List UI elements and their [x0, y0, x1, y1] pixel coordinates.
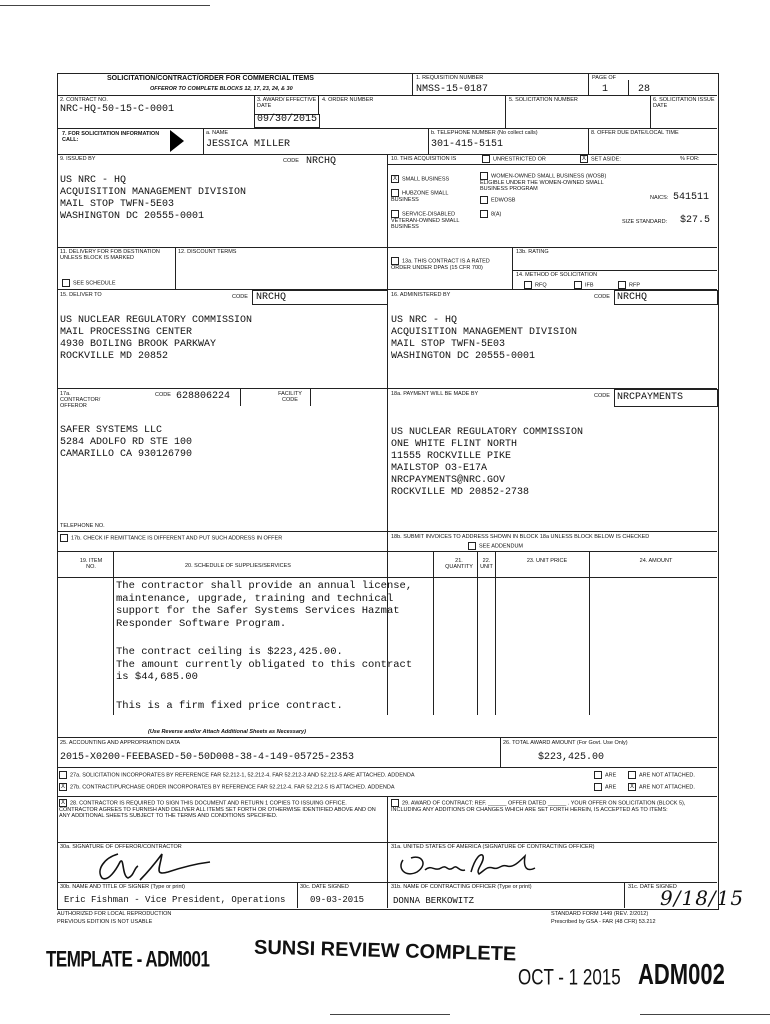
- contractor-code-label: CODE: [155, 392, 171, 398]
- discount-terms-label: 12. DISCOUNT TERMS: [178, 249, 237, 255]
- set-aside-checkbox[interactable]: X SET ASIDE:: [581, 156, 621, 163]
- deliver-to-label: 15. DELIVER TO: [60, 292, 102, 298]
- pct-for-label: % FOR:: [680, 156, 700, 162]
- req-label: 1. REQUISITION NUMBER: [416, 75, 484, 81]
- ifb-checkbox[interactable]: IFB: [574, 281, 594, 289]
- col-schedule: 20. SCHEDULE OF SUPPLIES/SERVICES: [185, 563, 291, 569]
- total-award-label: 26. TOTAL AWARD AMOUNT (For Govt. Use Only): [503, 740, 628, 746]
- deliver-address: US NUCLEAR REGULATORY COMMISSION MAIL PROCESSING CENTER 4930 BOILING BROOK PARKWAY ROCKVILLE MD 20852: [60, 315, 253, 362]
- signer-date-label: 30c. DATE SIGNED: [300, 884, 349, 890]
- small-business-checkbox[interactable]: X SMALL BUSINESS: [392, 176, 450, 183]
- adm-stamp: ADM002: [638, 958, 725, 991]
- officer-name: DONNA BERKOWITZ: [393, 896, 475, 906]
- rated-order-checkbox[interactable]: 13a. THIS CONTRACT IS A RATED ORDER UNDER DPAS (15 CFR 700): [391, 258, 490, 271]
- clause-27a-checkbox[interactable]: 27a. SOLICITATION INCORPORATES BY REFERENCE FAR 52.212-1, 52.212-4. FAR 52.212-3 AND 52.212-5 ARE ATTACHED. ADDENDA: [59, 771, 415, 779]
- accounting-data: 2015-X0200-FEEBASED-50-50D008-38-4-149-05725-2353: [60, 752, 355, 763]
- officer-name-label: 31b. NAME OF CONTRACTING OFFICER (Type or print): [391, 884, 532, 890]
- footer-left-1: AUTHORIZED FOR LOCAL REPRODUCTION: [57, 911, 172, 917]
- officer-date-label: 31c. DATE SIGNED: [628, 884, 677, 890]
- addenda-27b-are-not[interactable]: X ARE NOT ATTACHED.: [629, 784, 695, 791]
- contract-no-label: 2. CONTRACT NO.: [60, 97, 108, 103]
- schedule-description: The contractor shall provide an annual license, maintenance, upgrade, training and technical support for the Safer Systems Services Hazmat Responder Software Program. The contract ceiling is $223,425.00. The amount currently obligated to this contract is $44,685.00 This is a firm fixed price contract.: [116, 580, 413, 712]
- solicitation-date-label: 6. SOLICITATION ISSUE DATE: [653, 97, 715, 109]
- admin-code: NRCHQ: [617, 292, 648, 303]
- clause-29-checkbox[interactable]: 29. AWARD OF CONTRACT: REF. ______ OFFER DATED ______ . YOUR OFFER ON SOLICITATION (BLOCK 5), INCLUDING ANY ADDITIONS OR CHANGES WHICH ARE SET FORTH HEREIN, IS ACCEPTED AS TO ITEMS:: [391, 800, 686, 813]
- clause-27b-checkbox[interactable]: X 27b. CONTRACT/PURCHASE ORDER INCORPORATES BY REFERENCE FAR 52.212-4. FAR 52.212-5 IS ATTACHED. ADDENDA: [60, 784, 395, 791]
- form-subtitle: OFFEROR TO COMPLETE BLOCKS 12, 17, 23, 24, & 30: [150, 86, 293, 92]
- see-addendum-checkbox[interactable]: SEE ADDENDUM: [468, 542, 523, 550]
- telephone-label: TELEPHONE NO.: [60, 523, 105, 529]
- signer-name-title: Eric Fishman - Vice President, Operations: [64, 895, 286, 905]
- issued-code-label: CODE: [283, 158, 299, 164]
- accounting-label: 25. ACCOUNTING AND APPROPRIATION DATA: [60, 740, 181, 746]
- col-amount: 24. AMOUNT: [639, 558, 673, 564]
- officer-date: 9/18/15: [660, 886, 745, 910]
- admin-code-label: CODE: [594, 294, 610, 300]
- acquisition-label: 10. THIS ACQUISITION IS: [391, 156, 457, 162]
- addenda-27a-are[interactable]: ARE: [594, 771, 616, 779]
- contractor-address: SAFER SYSTEMS LLC 5284 ADOLFO RD STE 100 CAMARILLO CA 930126790: [60, 425, 193, 460]
- total-award-amount: $223,425.00: [538, 752, 605, 763]
- facility-code-label: FACILITY CODE: [278, 391, 302, 403]
- hubzone-checkbox[interactable]: HUBZONE SMALL BUSINESS: [391, 190, 449, 203]
- rating-label: 13b. RATING: [516, 249, 549, 255]
- offer-due-label: 8. OFFER DUE DATE/LOCAL TIME: [591, 130, 679, 136]
- payment-code: NRCPAYMENTS: [617, 392, 684, 403]
- contact-name-label: a. NAME: [206, 130, 229, 136]
- method-label: 14. METHOD OF SOLICITATION: [516, 272, 598, 278]
- contractor-signature: [90, 848, 220, 884]
- signer-name-label: 30b. NAME AND TITLE OF SIGNER (Type or print): [60, 884, 185, 890]
- solicitation-number-label: 5. SOLICITATION NUMBER: [509, 97, 578, 103]
- award-date-label: 3. AWARD/ EFFECTIVE DATE: [257, 97, 317, 109]
- col-item-no: 19. ITEM NO.: [79, 558, 103, 570]
- payment-by-label: 18a. PAYMENT WILL BE MADE BY: [391, 391, 479, 397]
- footer-right-2: Prescribed by GSA - FAR (48 CFR) 53.212: [551, 919, 656, 925]
- signer-date: 09-03-2015: [310, 895, 365, 905]
- clause-28-checkbox[interactable]: X 28. CONTRACTOR IS REQUIRED TO SIGN THIS DOCUMENT AND RETURN 1 COPIES TO ISSUING OFFICE. CONTRACTOR AGREES TO FURNISH AND DELIVER ALL ITEMS SET FORTH OR OTHERWISE IDENTIFIED ABOVE AND ON ANY ADDITIONAL SHEETS SUBJECT TO THE TERMS AND CONDITIONS SPECIFIED.: [59, 800, 376, 819]
- contractor-code: 628806224: [176, 391, 231, 402]
- officer-signature: [395, 848, 545, 882]
- sunsi-review-stamp: SUNSI REVIEW COMPLETE: [253, 936, 517, 966]
- see-schedule-checkbox[interactable]: SEE SCHEDULE: [62, 279, 116, 287]
- rfq-checkbox[interactable]: RFQ: [524, 281, 547, 289]
- deliver-code-label: CODE: [232, 294, 248, 300]
- size-standard-label: SIZE STANDARD:: [622, 219, 668, 225]
- order-number-label: 4. ORDER NUMBER: [322, 97, 374, 103]
- contract-no: NRC-HQ-50-15-C-0001: [60, 104, 175, 115]
- req-number: NMSS-15-0187: [416, 84, 489, 95]
- info-call-label: 7. FOR SOLICITATION INFORMATION CALL:: [62, 131, 160, 143]
- contractor-label: 17a. CONTRACTOR/ OFFEROR: [60, 391, 101, 409]
- unrestricted-checkbox[interactable]: UNRESTRICTED OR: [482, 155, 546, 163]
- naics-label: NAICS:: [650, 195, 669, 201]
- payment-address: US NUCLEAR REGULATORY COMMISSION ONE WHITE FLINT NORTH 11555 ROCKVILLE PIKE MAILSTOP O3-E17A NRCPAYMENTS@NRC.GOV ROCKVILLE MD 20852-2738: [391, 427, 584, 498]
- wosb-checkbox[interactable]: WOMEN-OWNED SMALL BUSINESS (WOSB) ELIGIBLE UNDER THE WOMEN-OWNED SMALL BUSINESS PROGRAM: [480, 173, 607, 192]
- size-standard: $27.5: [680, 215, 711, 226]
- sig-30a-label: 30a. SIGNATURE OF OFFEROR/CONTRACTOR: [60, 844, 182, 850]
- contact-name: JESSICA MILLER: [206, 139, 291, 150]
- addenda-27a-are-not[interactable]: ARE NOT ATTACHED.: [628, 771, 695, 779]
- issued-code: NRCHQ: [306, 156, 337, 167]
- phone-label: b. TELEPHONE NUMBER (No collect calls): [431, 130, 538, 136]
- addenda-27b-are[interactable]: ARE: [594, 783, 616, 791]
- sdvosb-checkbox[interactable]: SERVICE-DISABLED VETERAN-OWNED SMALL BUSINESS: [391, 211, 460, 230]
- form-title: SOLICITATION/CONTRACT/ORDER FOR COMMERCIAL ITEMS: [107, 75, 314, 82]
- page-number: 1: [602, 84, 609, 95]
- naics-code: 541511: [673, 192, 710, 203]
- page-total: 28: [638, 84, 651, 95]
- sig-31a-label: 31a. UNITED STATES OF AMERICA (SIGNATURE OF CONTRACTING OFFICER): [391, 844, 595, 850]
- contact-phone: 301-415-5151: [431, 139, 504, 150]
- edwosb-checkbox[interactable]: EDWOSB: [480, 196, 515, 204]
- remittance-checkbox[interactable]: 17b. CHECK IF REMITTANCE IS DIFFERENT AND PUT SUCH ADDRESS IN OFFER: [60, 534, 282, 542]
- col-unit-price: 23. UNIT PRICE: [526, 558, 568, 564]
- admin-address: US NRC - HQ ACQUISITION MANAGEMENT DIVISION MAIL STOP TWFN-5E03 WASHINGTON DC 20555-0001: [391, 315, 578, 362]
- rfp-checkbox[interactable]: RFP: [618, 281, 640, 289]
- payment-code-label: CODE: [594, 393, 610, 399]
- template-stamp: TEMPLATE - ADM001: [46, 947, 210, 972]
- delivery-fob-label: 11. DELIVERY FOR FOB DESTINATION UNLESS BLOCK IS MARKED: [60, 249, 160, 261]
- arrow-icon: [170, 130, 184, 152]
- footer-right-1: STANDARD FORM 1449 (REV. 2/2012): [551, 911, 649, 917]
- administered-by-label: 16. ADMINISTERED BY: [391, 292, 451, 298]
- eight-a-checkbox[interactable]: 8(A): [480, 210, 501, 218]
- received-date-stamp: OCT - 1 2015: [518, 965, 621, 990]
- col-quantity: 21. QUANTITY: [445, 558, 473, 570]
- deliver-code: NRCHQ: [256, 292, 287, 303]
- col-unit: 22. UNIT: [480, 558, 493, 570]
- issued-by-label: 9. ISSUED BY: [60, 156, 96, 162]
- award-date: 09/30/2015: [257, 114, 318, 125]
- issued-address: US NRC - HQ ACQUISITION MANAGEMENT DIVISION MAIL STOP TWFN-5E03 WASHINGTON DC 20555-0001: [60, 175, 247, 222]
- page-label: PAGE OF: [592, 75, 617, 81]
- submit-invoices-label: 18b. SUBMIT INVOICES TO ADDRESS SHOWN IN BLOCK 18a UNLESS BLOCK BELOW IS CHECKED: [391, 534, 650, 540]
- schedule-footnote: (Use Reverse and/or Attach Additional Sheets as Necessary): [148, 729, 306, 735]
- footer-left-2: PREVIOUS EDITION IS NOT USABLE: [57, 919, 153, 925]
